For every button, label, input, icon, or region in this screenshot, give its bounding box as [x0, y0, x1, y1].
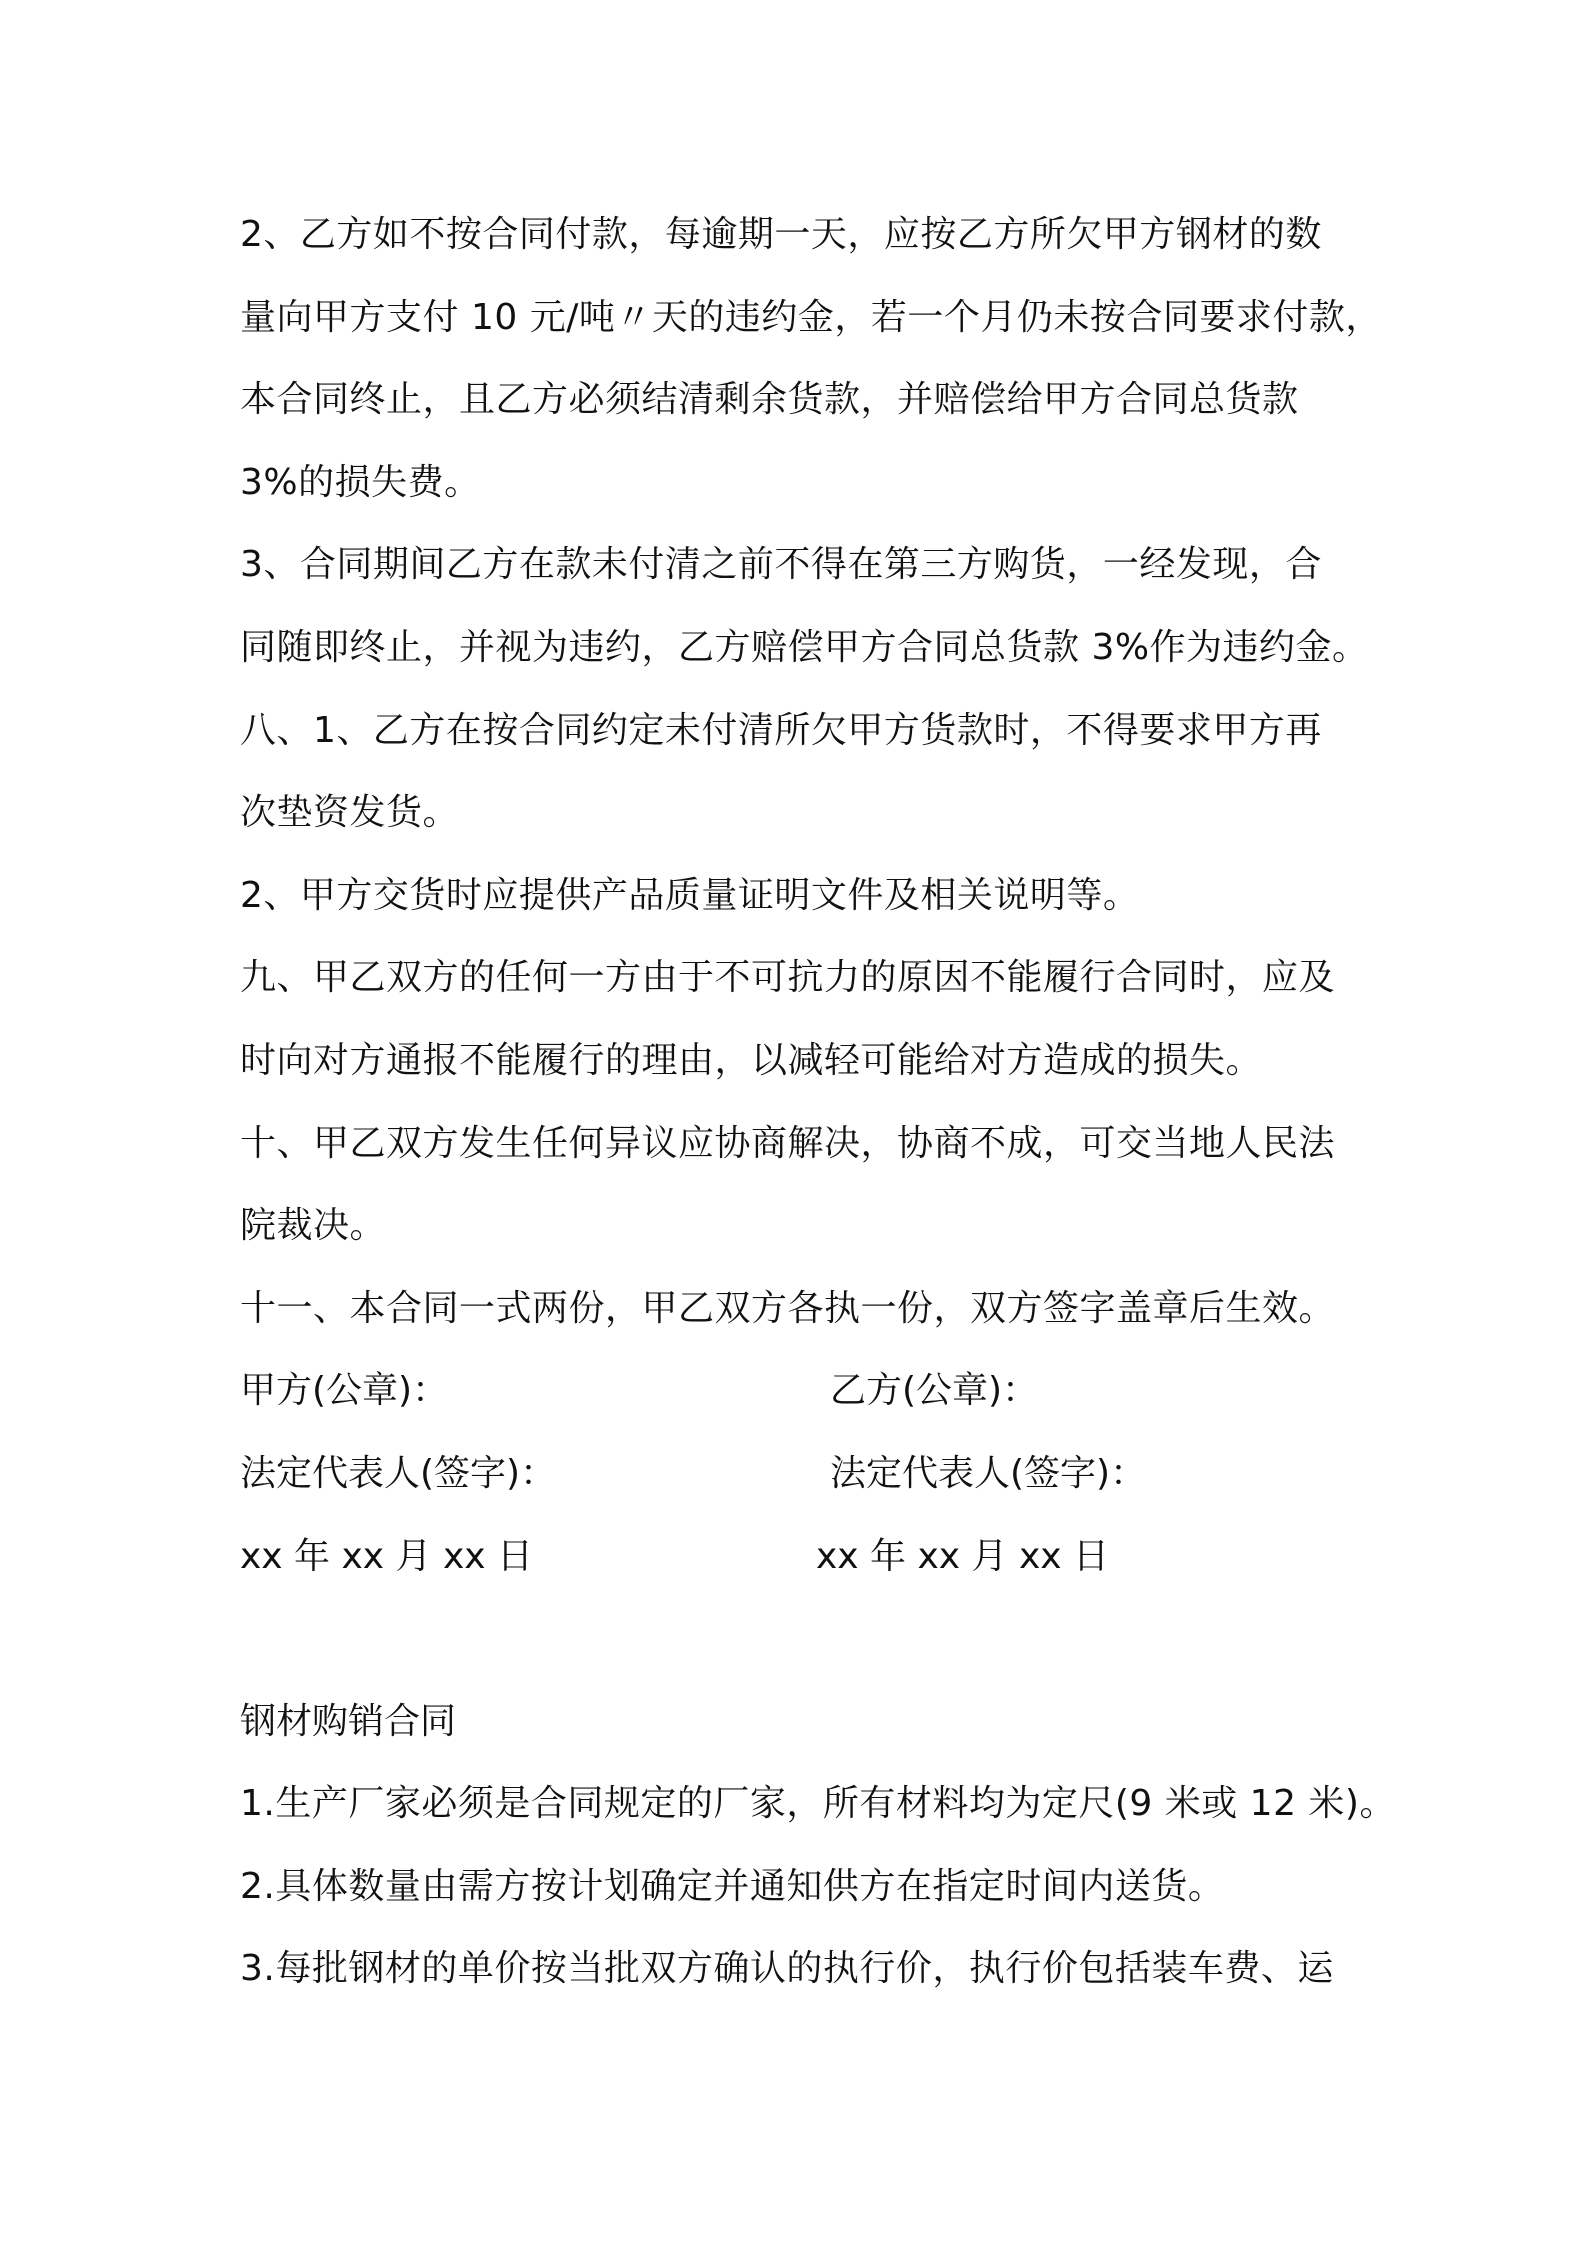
paragraph-line: 院裁决。 [240, 1205, 387, 1247]
date-row [240, 1516, 1386, 1599]
party-b-date: xx 年 xx 月 xx 日 [816, 1535, 1110, 1577]
paragraph-line: 2、甲方交货时应提供产品质量证明文件及相关说明等。 [240, 874, 1140, 916]
paragraph-line: 3%的损失费。 [240, 461, 481, 503]
party-a-date: xx 年 xx 月 xx 日 [240, 1535, 534, 1577]
contract-item: 1.生产厂家必须是合同规定的厂家，所有材料均为定尺(9 米或 12 米)。 [240, 1783, 1396, 1825]
paragraph-line: 同随即终止，并视为违约，乙方赔偿甲方合同总货款 3%作为违约金。 [240, 626, 1369, 668]
party-a-seal-label: 甲方(公章)： [240, 1370, 449, 1412]
paragraph-line: 时向对方通报不能履行的理由，以减轻可能给对方造成的损失。 [240, 1039, 1263, 1081]
contract-item: 3.每批钢材的单价按当批双方确认的执行价，执行价包括装车费、运 [240, 1948, 1334, 1990]
document-body [240, 194, 1396, 2011]
paragraph-line: 量向甲方支付 10 元/吨〃天的违约金，若一个月仍未按合同要求付款， [240, 296, 1382, 338]
representative-row [240, 1433, 1386, 1516]
seal-row [240, 1350, 1386, 1433]
paragraph-line: 本合同终止，且乙方必须结清剩余货款，并赔偿给甲方合同总货款 [240, 379, 1299, 421]
paragraph-line: 3、合同期间乙方在款未付清之前不得在第三方购货，一经发现，合 [240, 544, 1322, 586]
paragraph-line: 十、甲乙双方发生任何异议应协商解决，协商不成，可交当地人民法 [240, 1122, 1336, 1164]
contract-item: 2.具体数量由需方按计划确定并通知供方在指定时间内送货。 [240, 1865, 1225, 1907]
paragraph-line: 次垫资发货。 [240, 792, 460, 834]
party-b-seal-label: 乙方(公章)： [830, 1370, 1039, 1412]
party-b-rep-label: 法定代表人(签字)： [830, 1452, 1147, 1494]
spacer [240, 1598, 1386, 1681]
paragraph-line: 九、甲乙双方的任何一方由于不可抗力的原因不能履行合同时，应及 [240, 957, 1336, 999]
party-a-rep-label: 法定代表人(签字)： [240, 1452, 557, 1494]
paragraph-line: 十一、本合同一式两份，甲乙双方各执一份，双方签字盖章后生效。 [240, 1287, 1336, 1329]
second-contract-title: 钢材购销合同 [240, 1700, 457, 1742]
paragraph-line: 2、乙方如不按合同付款，每逾期一天，应按乙方所欠甲方钢材的数 [240, 214, 1322, 255]
paragraph-line: 八、1、乙方在按合同约定未付清所欠甲方货款时，不得要求甲方再 [240, 709, 1322, 751]
